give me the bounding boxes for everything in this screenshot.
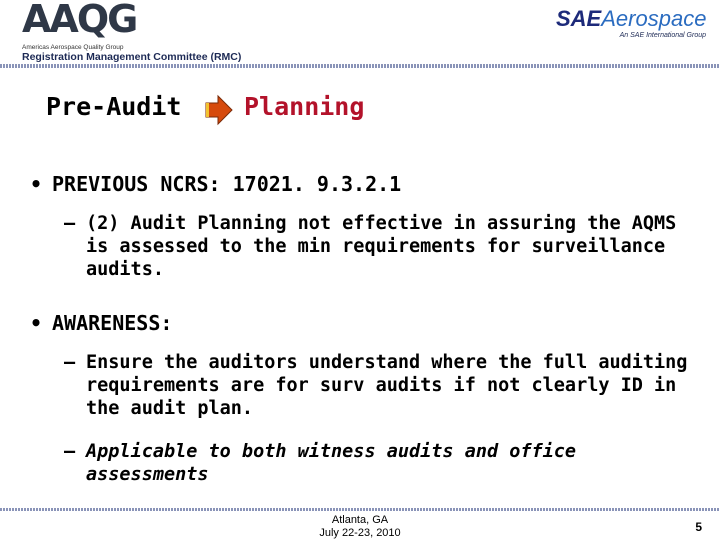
sae-logo-bold: SAE [556,6,602,31]
dash-icon: – [64,441,76,462]
sub-bullet [64,212,694,281]
page-number: 5 [695,520,702,534]
sae-logo-light: Aerospace [601,6,707,31]
footer-dates: July 22-23, 2010 [319,527,401,539]
sub-bullet-text: Applicable to both witness audits and office assessments [86,441,577,485]
bullet-dot-icon: • [30,311,43,335]
title-pre-audit: Pre-Audit [46,92,182,121]
footer-divider [0,508,720,511]
dash-icon: – [64,213,76,234]
right-arrow-icon [204,94,234,126]
sae-logo-subtitle: An SAE International Group [619,32,706,39]
title-planning: Planning [244,92,365,121]
bullet-text: AWARENESS: [52,311,173,335]
bullet-awareness [30,311,172,335]
dash-icon: – [64,352,76,373]
sub-bullet-text: Ensure the auditors understand where the full auditing requirements are for surv audits if not clearly ID in the audit plan. [86,352,688,419]
footer-event-info [280,514,440,540]
sae-aerospace-logo [556,8,706,44]
sub-bullet [64,440,694,486]
aaqg-logo-subtitle: Americas Aerospace Quality Group [22,44,124,51]
committee-label: Registration Management Committee (RMC) [22,51,242,63]
bullet-previous-ncrs [30,172,401,196]
footer-location: Atlanta, GA [331,514,389,526]
sub-bullet-text: (2) Audit Planning not effective in assuring the AQMS is assessed to the min requirements for surveillance audits. [86,213,677,280]
sub-bullet [64,351,694,420]
header-divider [0,64,720,68]
aaqg-logo [22,0,172,52]
bullet-text: PREVIOUS NCRS: 17021. 9.3.2.1 [52,172,402,196]
bullet-dot-icon: • [30,172,43,196]
aaqg-logo-text: AAQG [22,0,137,41]
